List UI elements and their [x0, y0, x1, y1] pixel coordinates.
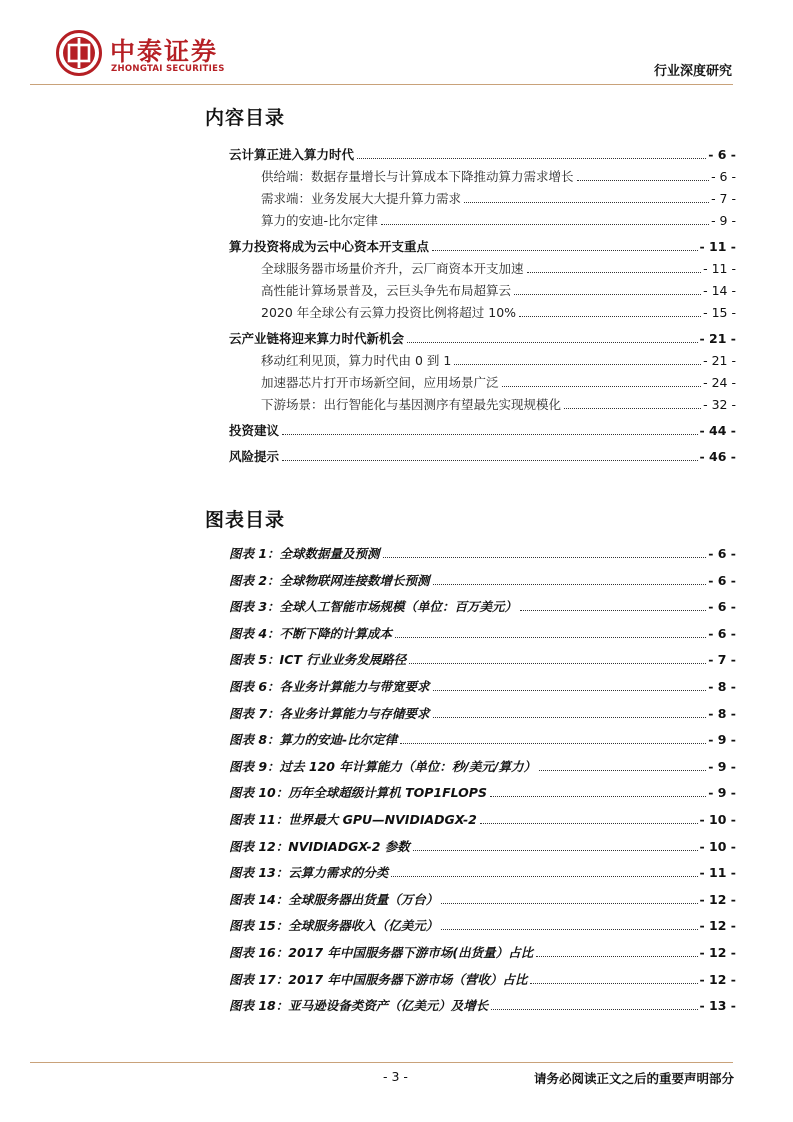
dot-leader: [577, 180, 710, 181]
entry-page-number: - 46 -: [699, 449, 736, 464]
entry-page-number: - 6 -: [711, 169, 736, 184]
toc-entry-section[interactable]: [229, 447, 736, 465]
figure-entry[interactable]: [229, 624, 736, 642]
entry-page-number: - 9 -: [708, 732, 736, 748]
entry-page-number: - 32 -: [703, 397, 736, 412]
dot-leader: [480, 823, 698, 824]
entry-page-number: - 6 -: [708, 599, 736, 615]
entry-page-number: - 12 -: [699, 918, 736, 934]
entry-label: 风险提示: [229, 449, 280, 464]
entry-page-number: - 14 -: [703, 283, 736, 298]
figures-title: 图表目录: [205, 509, 286, 531]
entry-label: 图表 4：不断下降的计算成本: [229, 625, 393, 641]
figure-entry[interactable]: [229, 916, 736, 934]
figure-entry[interactable]: [229, 650, 736, 668]
dot-leader: [519, 316, 701, 317]
dot-leader: [536, 956, 697, 957]
entry-page-number: - 44 -: [699, 423, 736, 438]
toc-entry-section[interactable]: [229, 145, 736, 163]
dot-leader: [441, 903, 697, 904]
dot-leader: [407, 342, 698, 343]
figure-entry[interactable]: [229, 597, 736, 615]
header-divider: [30, 84, 733, 85]
entry-label: 图表 12：NVIDIADGX-2 参数: [229, 838, 410, 854]
toc-entry-subsection[interactable]: [229, 373, 736, 391]
figure-entry[interactable]: [229, 943, 736, 961]
dot-leader: [383, 557, 707, 558]
toc-entry-subsection[interactable]: [229, 395, 736, 413]
toc-entry-subsection[interactable]: [229, 189, 736, 207]
dot-leader: [400, 743, 706, 744]
entry-label: 全球服务器市场量价齐升，云厂商资本开支加速: [261, 261, 524, 276]
entry-page-number: - 6 -: [708, 572, 736, 588]
entry-page-number: - 21 -: [699, 331, 736, 346]
entry-page-number: - 10 -: [699, 838, 736, 854]
figure-entry[interactable]: [229, 810, 736, 828]
entry-page-number: - 12 -: [699, 891, 736, 907]
entry-label: 图表 2：全球物联网连接数增长预测: [229, 572, 430, 588]
entry-page-number: - 13 -: [699, 998, 736, 1014]
entry-label: 云计算正进入算力时代: [229, 147, 355, 162]
dot-leader: [514, 294, 701, 295]
dot-leader: [391, 876, 697, 877]
entry-label: 2020 年全球公有云算力投资比例将超过 10%: [261, 305, 517, 320]
dot-leader: [520, 610, 706, 611]
toc-entry-subsection[interactable]: [229, 281, 736, 299]
figure-entry[interactable]: [229, 863, 736, 881]
figure-entry[interactable]: [229, 970, 736, 988]
dot-leader: [409, 663, 706, 664]
entry-page-number: - 7 -: [708, 652, 736, 668]
entry-label: 加速器芯片打开市场新空间，应用场景广泛: [261, 375, 499, 390]
company-logo: [56, 30, 246, 78]
footer-divider: [30, 1062, 733, 1063]
dot-leader: [539, 770, 706, 771]
dot-leader: [381, 224, 709, 225]
entry-page-number: - 6 -: [708, 625, 736, 641]
entry-page-number: - 15 -: [703, 305, 736, 320]
entry-label: 图表 15：全球服务器收入（亿美元）: [229, 918, 439, 934]
dot-leader: [530, 983, 697, 984]
dot-leader: [464, 202, 709, 203]
dot-leader: [527, 272, 702, 273]
entry-label: 图表 5：ICT 行业业务发展路径: [229, 652, 407, 668]
entry-label: 图表 3：全球人工智能市场规模（单位：百万美元）: [229, 599, 518, 615]
entry-label: 算力投资将成为云中心资本开支重点: [229, 239, 430, 254]
figure-entry[interactable]: [229, 571, 736, 589]
entry-page-number: - 7 -: [711, 191, 736, 206]
dot-leader: [441, 929, 697, 930]
entry-label: 图表 18：亚马逊设备类资产（亿美元）及增长: [229, 998, 489, 1014]
entry-label: 图表 9：过去 120 年计算能力（单位：秒/美元/算力）: [229, 758, 536, 774]
dot-leader: [433, 717, 707, 718]
entry-page-number: - 11 -: [703, 261, 736, 276]
entry-page-number: - 8 -: [708, 679, 736, 694]
entry-label: 图表 8：算力的安迪-比尔定律: [229, 732, 398, 748]
footer-disclaimer: 请务必阅读正文之后的重要声明部分: [533, 1071, 734, 1086]
figure-entry[interactable]: [229, 730, 736, 748]
entry-label: 图表 14：全球服务器出货量（万台）: [229, 891, 439, 907]
entry-label: 算力的安迪-比尔定律: [261, 213, 379, 228]
logo-english-name: ZHONGTAI SECURITIES: [111, 64, 225, 74]
entry-page-number: - 12 -: [699, 945, 736, 960]
entry-page-number: - 6 -: [708, 147, 736, 162]
entry-label: 图表 13：云算力需求的分类: [229, 865, 389, 881]
entry-page-number: - 11 -: [699, 865, 736, 881]
dot-leader: [432, 250, 698, 251]
toc-entry-subsection[interactable]: [229, 259, 736, 277]
entry-label: 高性能计算场景普及，云巨头争先布局超算云: [261, 283, 512, 298]
entry-label: 需求端：业务发展大大提升算力需求: [261, 191, 462, 206]
dot-leader: [433, 584, 707, 585]
figure-entry[interactable]: [229, 704, 736, 722]
toc-entry-section[interactable]: [229, 237, 736, 255]
entry-label: 投资建议: [229, 423, 280, 438]
figure-entry[interactable]: [229, 757, 736, 775]
entry-label: 图表 17：2017 年中国服务器下游市场（营收）占比: [229, 971, 528, 987]
figure-entry[interactable]: [229, 837, 736, 855]
toc-entry-section[interactable]: [229, 329, 736, 347]
entry-label: 云产业链将迎来算力时代新机会: [229, 331, 405, 346]
entry-label: 图表 11：世界最大 GPU—NVIDIADGX-2: [229, 812, 477, 827]
logo-chinese-name: 中泰证券: [110, 37, 219, 66]
toc-entry-subsection[interactable]: [229, 167, 736, 185]
dot-leader: [282, 460, 698, 461]
entry-label: 移动红利见顶，算力时代由 0 到 1: [261, 353, 452, 368]
dot-leader: [433, 690, 707, 691]
entry-label: 图表 1：全球数据量及预测: [229, 546, 380, 561]
figure-entry[interactable]: [229, 783, 736, 801]
figure-entry[interactable]: [229, 677, 736, 695]
entry-page-number: - 9 -: [708, 758, 736, 774]
document-type: 行业深度研究: [653, 64, 732, 79]
entry-page-number: - 21 -: [703, 353, 736, 368]
page-number: - 3 -: [383, 1069, 408, 1084]
entry-page-number: - 24 -: [703, 375, 736, 390]
toc-entry-section[interactable]: [229, 421, 736, 439]
toc-entry-subsection[interactable]: [229, 211, 736, 229]
entry-page-number: - 9 -: [708, 785, 736, 801]
figure-entry[interactable]: [229, 544, 736, 562]
entry-label: 图表 16：2017 年中国服务器下游市场(出货量）占比: [229, 945, 534, 960]
entry-page-number: - 10 -: [699, 812, 736, 827]
zhongtai-logo-icon: [56, 30, 102, 76]
toc-entry-subsection[interactable]: [229, 351, 736, 369]
dot-leader: [490, 796, 706, 797]
dot-leader: [564, 408, 701, 409]
dot-leader: [357, 158, 706, 159]
entry-label: 图表 10：历年全球超级计算机 TOP1FLOPS: [229, 785, 487, 801]
figure-entry[interactable]: [229, 890, 736, 908]
toc-entry-subsection[interactable]: [229, 303, 736, 321]
entry-page-number: - 6 -: [708, 546, 736, 561]
entry-label: 下游场景：出行智能化与基因测序有望最先实现规模化: [261, 397, 562, 412]
entry-page-number: - 8 -: [708, 705, 736, 721]
dot-leader: [502, 386, 702, 387]
entry-page-number: - 11 -: [699, 239, 736, 254]
figure-entry[interactable]: [229, 996, 736, 1014]
dot-leader: [282, 434, 698, 435]
contents-title: 内容目录: [205, 107, 286, 129]
entry-label: 图表 6：各业务计算能力与带宽要求: [229, 679, 430, 694]
entry-label: 图表 7：各业务计算能力与存储要求: [229, 705, 430, 721]
dot-leader: [454, 364, 701, 365]
entry-label: 供给端：数据存量增长与计算成本下降推动算力需求增长: [261, 169, 574, 184]
dot-leader: [491, 1009, 697, 1010]
entry-page-number: - 12 -: [699, 971, 736, 987]
entry-page-number: - 9 -: [711, 213, 736, 228]
dot-leader: [413, 850, 698, 851]
dot-leader: [395, 637, 706, 638]
